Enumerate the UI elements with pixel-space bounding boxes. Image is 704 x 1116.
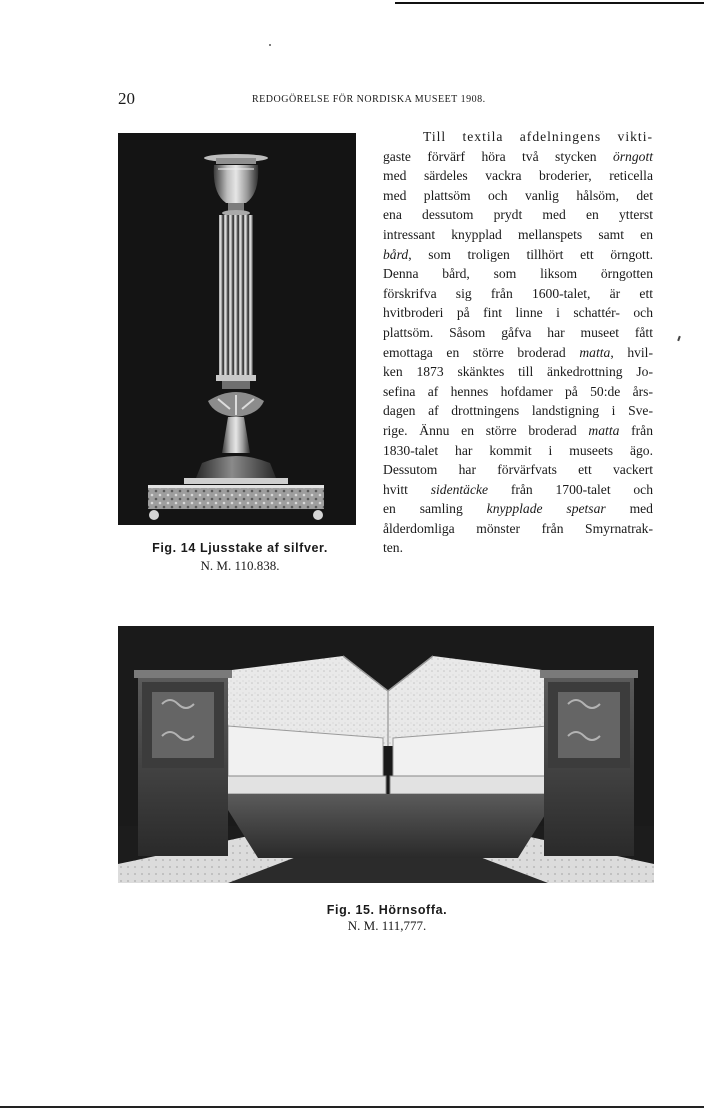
body-text-line: Denna bård, som liksom örngotten bbox=[383, 266, 653, 282]
body-text-line: gaste förvärf höra två stycken örngott bbox=[383, 148, 653, 164]
body-text-line: ålderdomliga mönster från Smyrnatrak- bbox=[383, 520, 653, 536]
body-text-line: förskrifva sig från 1600-talet, är ett bbox=[383, 285, 653, 301]
body-text-line: Till textila afdelningens vikti- bbox=[423, 129, 653, 144]
body-text-line: ken 1873 skänktes till änkedrottning Jo- bbox=[383, 364, 653, 380]
figure-14-reference: N. M. 110.838. bbox=[200, 558, 280, 573]
figure-15-reference: N. M. 111,777. bbox=[347, 918, 427, 933]
body-text-column bbox=[383, 127, 653, 558]
body-text-line: plattsöm. Såsom gåfva har museet fått bbox=[383, 324, 653, 340]
body-text-line: ena dessutom prydt med en ytterst bbox=[383, 207, 653, 223]
body-text-line: 1830-talet har kommit i museets ägo. bbox=[383, 442, 653, 458]
bottom-edge-rule bbox=[0, 1106, 704, 1108]
body-text-line: sefina af hennes hofdamer på 50:de års- bbox=[383, 383, 653, 399]
body-text-line: rige. Ännu en större broderad matta från bbox=[383, 422, 653, 438]
body-text-line: med plattsöm och vanlig hålsöm, det bbox=[383, 187, 653, 203]
body-text-line: hvitbroderi på fint linne i schattér- och bbox=[383, 305, 653, 321]
margin-mark bbox=[677, 336, 681, 341]
body-text-line: intressant knypplad mellanspets samt en bbox=[383, 226, 653, 242]
body-text-line: hvitt sidentäcke från 1700-talet och bbox=[383, 481, 653, 497]
top-edge-rule bbox=[395, 2, 704, 4]
running-head: REDOGÖRELSE FÖR NORDISKA MUSEET 1908. bbox=[252, 94, 486, 105]
page-number: 20 bbox=[118, 89, 135, 108]
body-text-line: en samling knypplade spetsar med bbox=[383, 501, 653, 517]
figure-15-label: Fig. 15. Hörnsoffa. bbox=[326, 903, 448, 917]
body-text-line: dagen af drottningens landstigning i Sve- bbox=[383, 403, 653, 419]
print-speck bbox=[269, 44, 271, 46]
corner-sofa-photo bbox=[118, 626, 654, 883]
figure-14-caption bbox=[118, 540, 362, 574]
body-text-line: ten. bbox=[383, 540, 404, 556]
body-text-line: emottaga en större broderad matta, hvil- bbox=[383, 344, 653, 360]
candlestick-photo bbox=[118, 133, 356, 525]
body-text-line: bård, som troligen tillhört ett örngott. bbox=[383, 246, 653, 262]
body-text-line: Dessutom har förvärfvats ett vackert bbox=[383, 462, 653, 478]
figure-15-caption bbox=[282, 902, 492, 934]
body-text-line: med särdeles vackra broderier, reticella bbox=[383, 168, 653, 184]
figure-14-label: Fig. 14 Ljusstake af silfver. bbox=[152, 541, 328, 555]
